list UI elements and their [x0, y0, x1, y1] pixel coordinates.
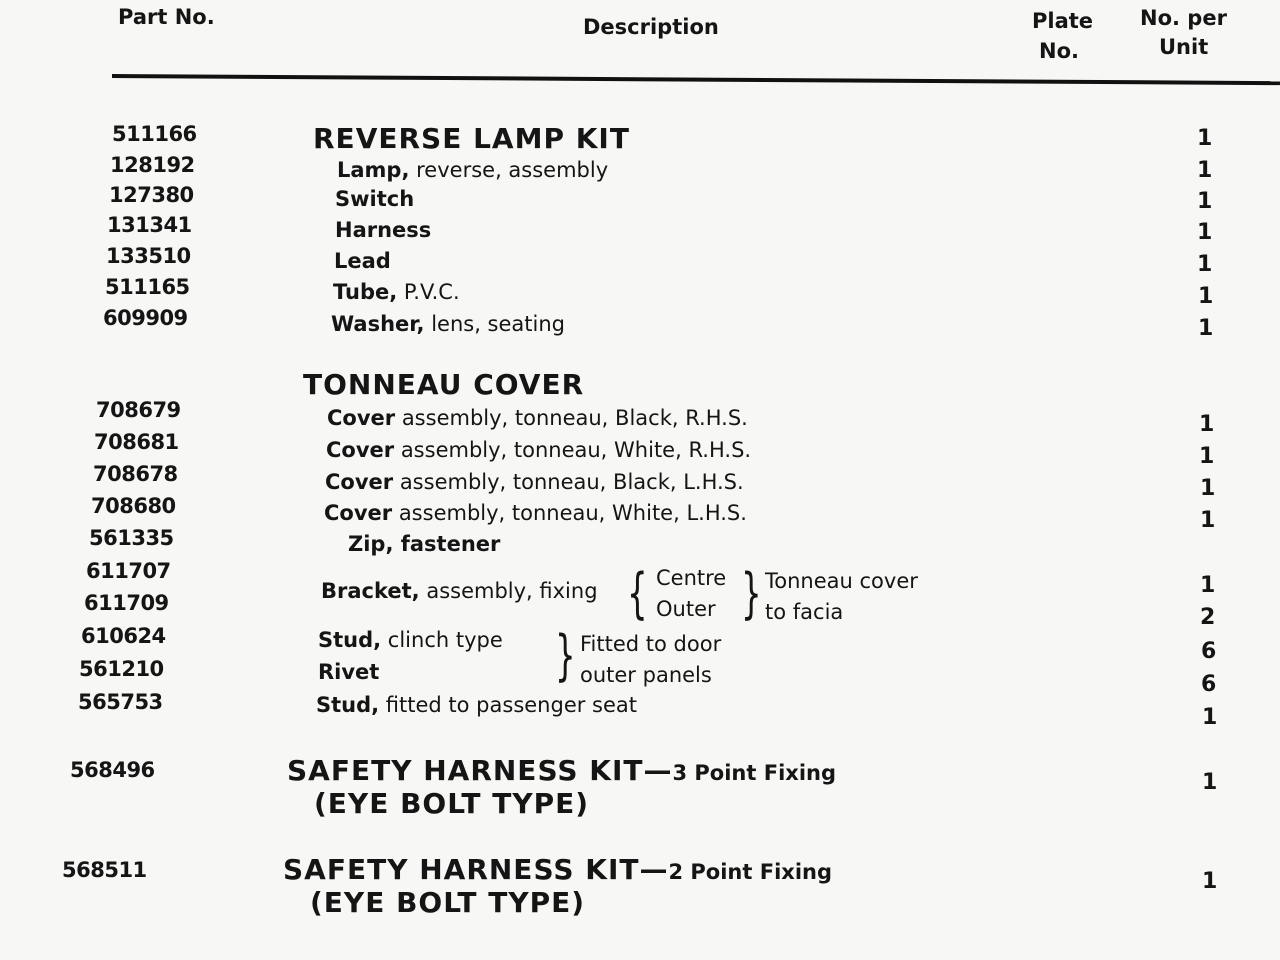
- part-number: 609909: [103, 306, 188, 330]
- quantity: 6: [1201, 672, 1217, 697]
- quantity: 1: [1199, 412, 1215, 437]
- quantity: 1: [1197, 189, 1213, 214]
- header-description: Description: [583, 15, 719, 39]
- section-heading-tonneau-cover: TONNEAU COVER: [303, 368, 585, 401]
- quantity: 1: [1198, 316, 1214, 341]
- item-description: Cover assembly, tonneau, White, L.H.S.: [324, 501, 747, 525]
- part-number: 568511: [62, 858, 147, 882]
- item-description: Harness: [335, 218, 432, 242]
- header-part-no: Part No.: [118, 5, 215, 29]
- item-description: Bracket, assembly, fixing: [321, 579, 598, 603]
- quantity: 1: [1200, 508, 1216, 533]
- part-number: 561335: [89, 526, 174, 550]
- section-heading-safety-harness-kit: SAFETY HARNESS KIT—3 Point Fixing: [287, 754, 836, 787]
- item-description: Tube, P.V.C.: [333, 280, 460, 304]
- part-number: 610624: [81, 624, 166, 648]
- header-no-per-unit-line2: Unit: [1159, 35, 1209, 59]
- quantity: 1: [1200, 573, 1216, 598]
- part-number: 565753: [78, 690, 163, 714]
- item-description: Cover assembly, tonneau, Black, L.H.S.: [325, 470, 744, 494]
- quantity: 1: [1202, 869, 1218, 894]
- bracket-positions: [656, 563, 726, 625]
- item-description: Stud, fitted to passenger seat: [316, 693, 638, 717]
- part-number: 611709: [84, 591, 169, 615]
- part-number: 127380: [109, 183, 194, 207]
- part-number: 708680: [91, 494, 176, 518]
- quantity: 1: [1197, 252, 1213, 277]
- part-number: 511166: [112, 122, 197, 146]
- quantity: 1: [1198, 284, 1214, 309]
- quantity: 1: [1197, 220, 1213, 245]
- quantity: 1: [1202, 770, 1218, 795]
- part-number: 133510: [106, 244, 191, 268]
- item-description: Rivet: [318, 660, 380, 684]
- position-centre: Centre: [656, 566, 727, 590]
- part-number: 708681: [94, 430, 179, 454]
- studs-note: Fitted to door outer panels: [580, 632, 722, 687]
- header-plate-no-line2: No.: [1039, 39, 1079, 63]
- part-number: 611707: [86, 559, 171, 583]
- quantity: 1: [1197, 126, 1213, 151]
- quantity: 1: [1199, 444, 1215, 469]
- item-description: Lead: [334, 249, 391, 273]
- item-description: Switch: [335, 187, 415, 211]
- header-rule: [112, 74, 1280, 85]
- part-number: 511165: [105, 275, 190, 299]
- quantity: 1: [1197, 158, 1213, 183]
- right-brace: }: [741, 562, 762, 625]
- part-number: 568496: [70, 758, 155, 782]
- part-number: 708679: [96, 398, 181, 422]
- item-description: Cover assembly, tonneau, White, R.H.S.: [326, 438, 752, 462]
- quantity: 1: [1200, 476, 1216, 501]
- item-description: Stud, clinch type: [318, 628, 503, 652]
- section-heading-reverse-lamp-kit: REVERSE LAMP KIT: [313, 122, 630, 155]
- bracket-note: Tonneau cover to facia: [765, 569, 918, 624]
- item-description: Washer, lens, seating: [331, 312, 565, 336]
- header-plate-no-line1: Plate: [1032, 9, 1094, 33]
- part-number: 128192: [110, 153, 195, 177]
- right-brace: }: [555, 624, 576, 687]
- header-no-per-unit-line1: No. per: [1140, 6, 1227, 30]
- left-brace: {: [627, 562, 648, 625]
- part-number: 561210: [79, 657, 164, 681]
- part-number: 708678: [93, 462, 178, 486]
- item-description: Lamp, reverse, assembly: [337, 158, 609, 182]
- quantity: 1: [1202, 705, 1218, 730]
- item-description: Zip, fastener: [348, 532, 501, 556]
- item-description: Cover assembly, tonneau, Black, R.H.S.: [327, 406, 748, 430]
- quantity: 2: [1200, 605, 1216, 630]
- position-outer: Outer: [656, 597, 716, 621]
- section-heading-safety-harness-kit: SAFETY HARNESS KIT—2 Point Fixing: [283, 853, 832, 886]
- section-heading-eye-bolt-type: (EYE BOLT TYPE): [310, 886, 586, 919]
- quantity: 6: [1201, 639, 1217, 664]
- section-heading-eye-bolt-type: (EYE BOLT TYPE): [314, 787, 590, 820]
- part-number: 131341: [107, 213, 192, 237]
